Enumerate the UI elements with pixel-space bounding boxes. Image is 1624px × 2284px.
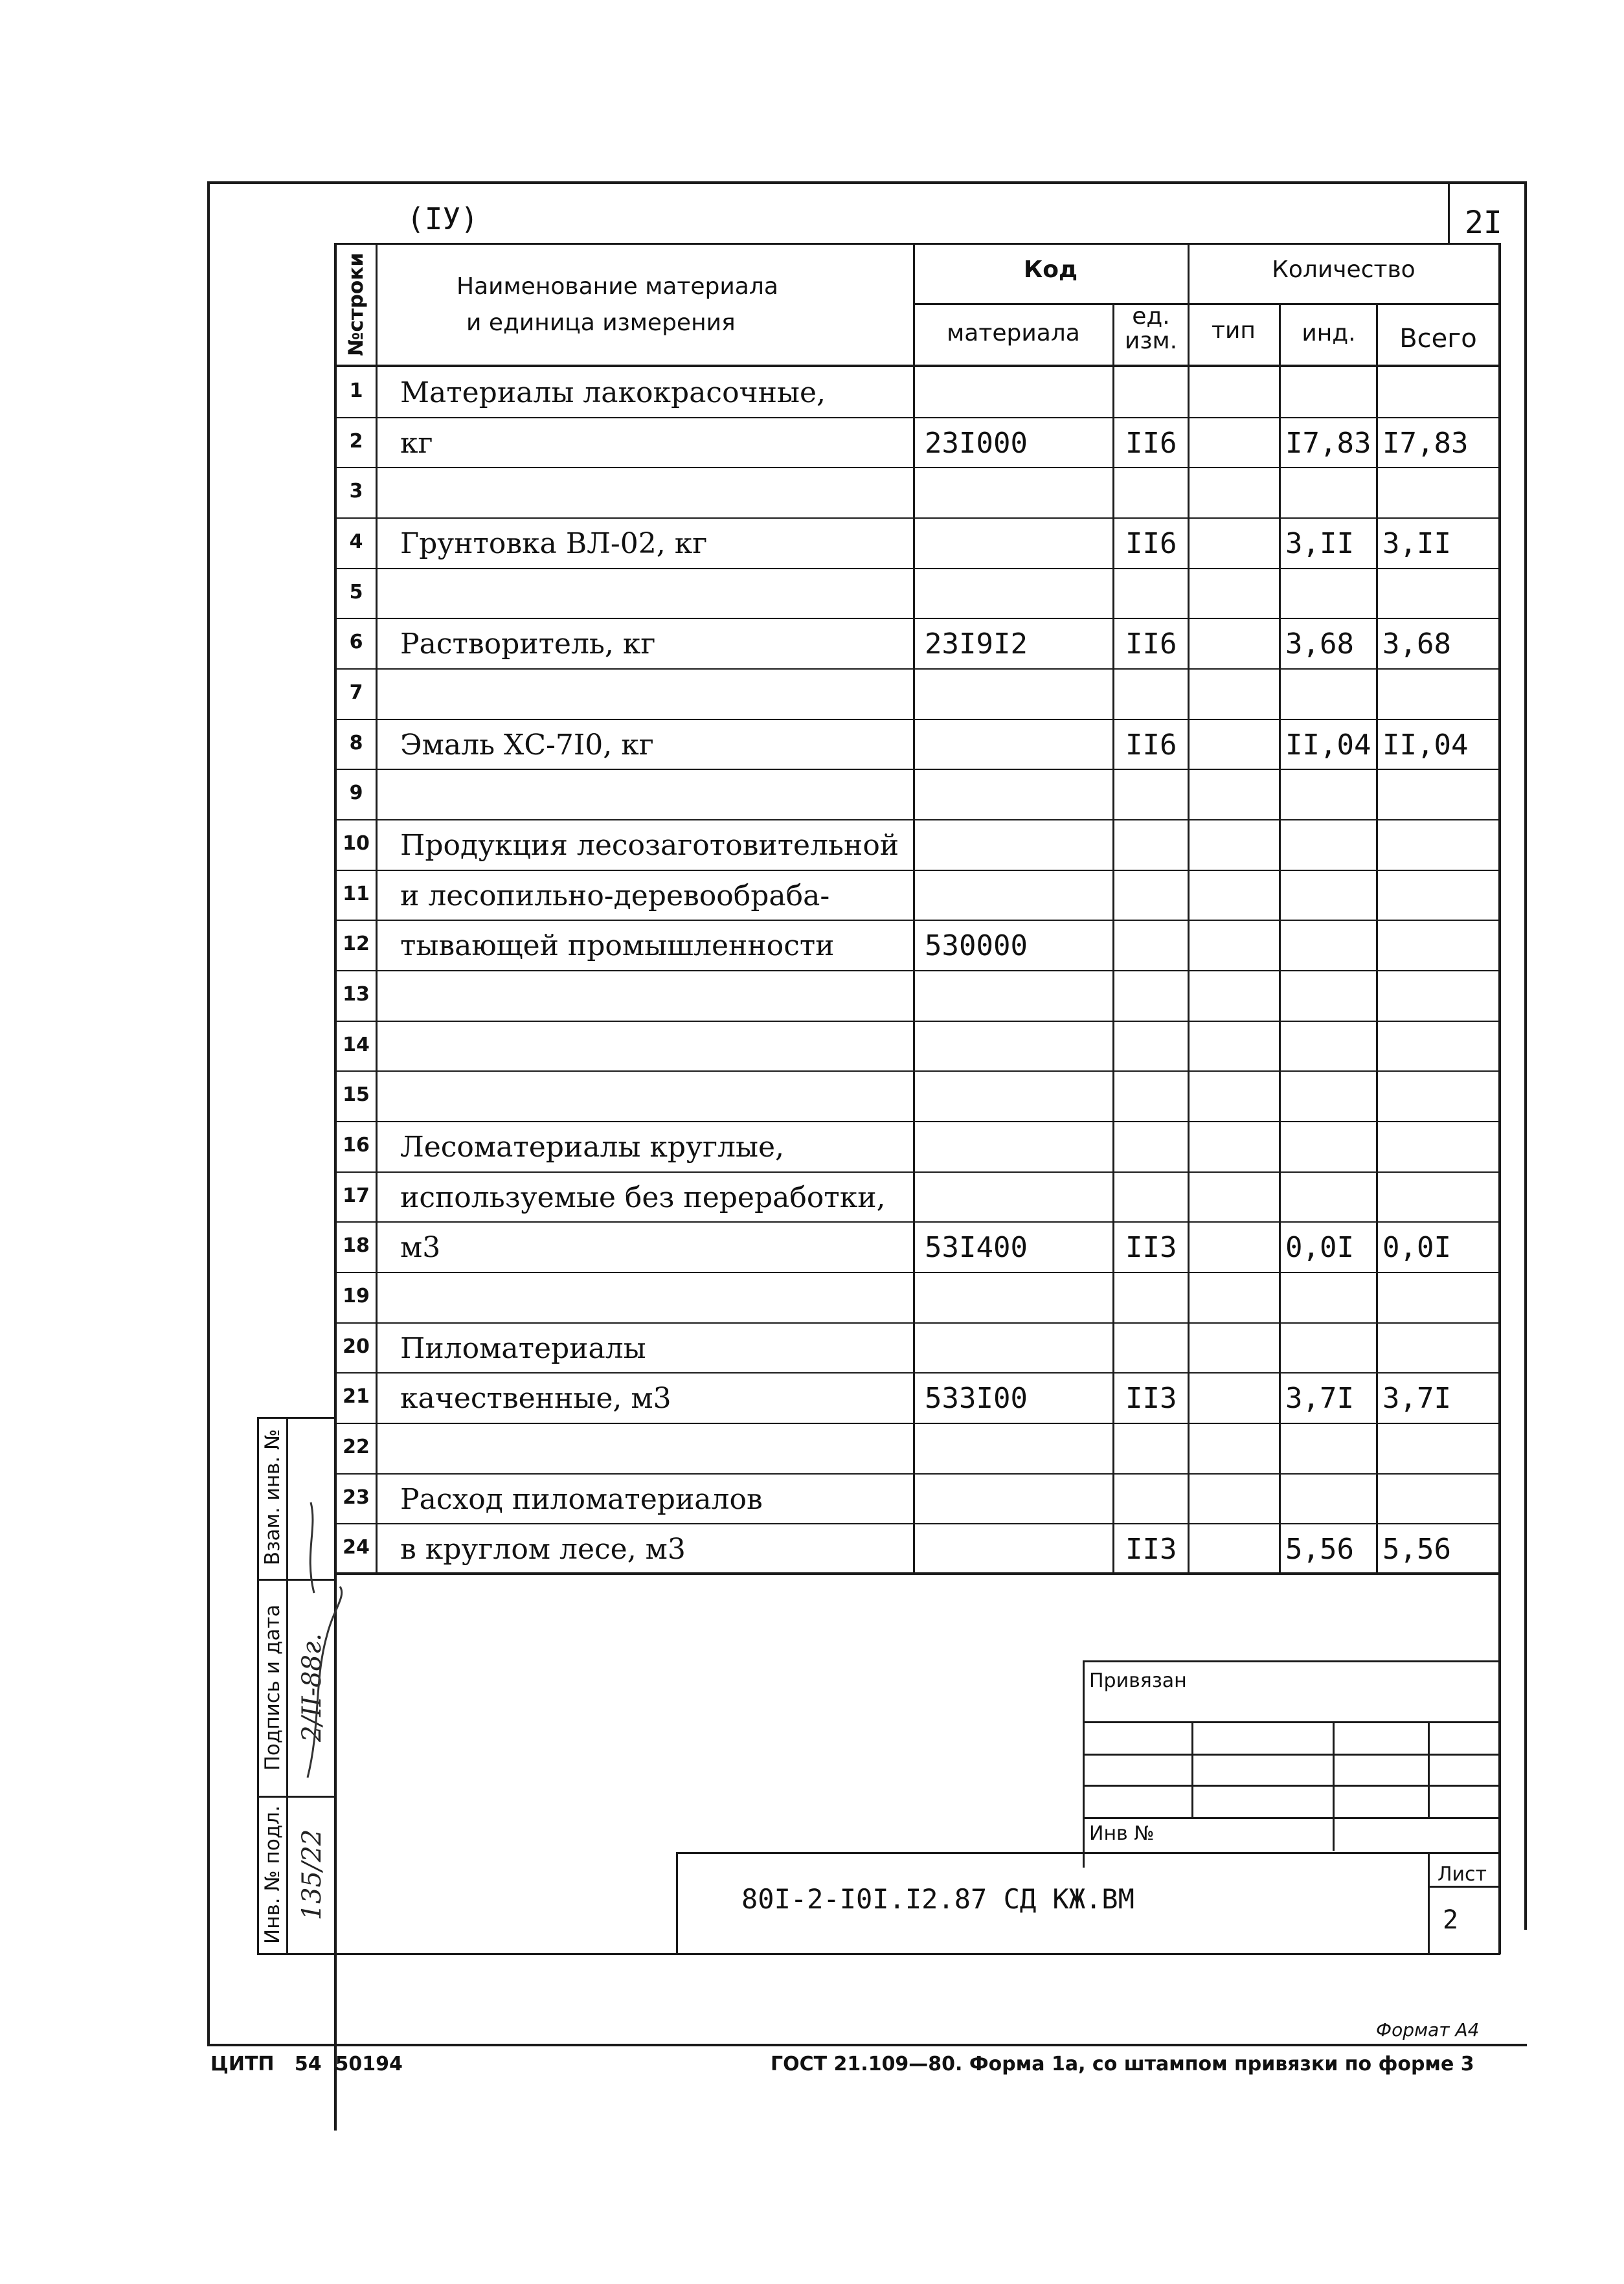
cell-code: 23I9I2 — [925, 628, 1028, 661]
cell-name: Лесоматериалы круглые, — [400, 1131, 785, 1164]
col-line-g — [1376, 303, 1378, 1574]
cell-name: Грунтовка ВЛ-02, кг — [400, 527, 708, 560]
row-number: 7 — [349, 681, 363, 704]
cell-ind: 3,7I — [1285, 1382, 1354, 1415]
date-signature-stroke — [295, 1583, 359, 1791]
footer-left: ЦИТП 54 50194 — [210, 2053, 403, 2075]
side-stamp-mid — [286, 1417, 288, 1954]
row-number: 8 — [349, 732, 363, 754]
row-number: 20 — [343, 1335, 370, 1358]
row-number: 1 — [349, 379, 363, 402]
col-line-d — [1112, 303, 1114, 1574]
row-divider — [335, 1171, 1500, 1173]
row-number: 9 — [349, 782, 363, 804]
privyazan-label: Привязан — [1089, 1669, 1187, 1692]
row-number: 14 — [343, 1034, 370, 1056]
row-number: 17 — [343, 1184, 370, 1207]
cell-name: тывающей промышленности — [400, 929, 835, 962]
row-number: 23 — [343, 1486, 370, 1509]
row-divider — [335, 719, 1500, 720]
page-number-box-left — [1448, 181, 1450, 243]
header-quantity: Количество — [1272, 256, 1415, 283]
row-number: 15 — [343, 1083, 370, 1106]
designation-right — [1428, 1852, 1430, 1954]
row-number: 5 — [349, 581, 363, 604]
privyazan-row4 — [1083, 1817, 1500, 1819]
side-stamp-bottom — [257, 1953, 336, 1955]
cell-unit: II3 — [1125, 1231, 1177, 1264]
cell-name: Эмаль ХС-7I0, кг — [400, 729, 654, 762]
header-qty-ind: инд. — [1302, 320, 1356, 346]
row-number: 11 — [343, 883, 370, 905]
row-number: 19 — [343, 1285, 370, 1307]
cell-ind: I7,83 — [1285, 427, 1371, 460]
podpis-data-label: Подпись и дата — [261, 1604, 284, 1771]
cell-code: 533I00 — [925, 1382, 1028, 1415]
cell-name: кг — [400, 427, 433, 460]
frame-left — [207, 181, 210, 2046]
row-number: 12 — [343, 933, 370, 955]
side-stamp-left — [257, 1417, 259, 1954]
privyazan-row3 — [1083, 1785, 1500, 1787]
header-qty-type: тип — [1212, 317, 1256, 344]
section-label: (IУ) — [407, 201, 479, 236]
sheet-divider — [1428, 1886, 1500, 1888]
cell-total: 0,0I — [1382, 1231, 1451, 1264]
title-block-right — [1498, 1574, 1501, 1954]
designation-left — [676, 1852, 678, 1954]
header-code-unit: ед. изм. — [1124, 303, 1178, 354]
vzam-inv-label: Взам. инв. № — [261, 1429, 284, 1566]
inv-podl-label: Инв. № подл. — [261, 1805, 284, 1944]
col-line-f — [1279, 303, 1281, 1574]
cell-name: Продукция лесозаготовительной — [400, 829, 899, 862]
cell-name: качественные, м3 — [400, 1382, 671, 1415]
row-number: 6 — [349, 631, 363, 653]
cell-ind: 3,II — [1285, 527, 1354, 560]
cell-name: и лесопильно-деревообраба- — [400, 879, 830, 912]
cell-ind: 3,68 — [1285, 628, 1354, 661]
designation-top — [677, 1852, 1500, 1854]
privyazan-left — [1083, 1660, 1085, 1868]
row-divider — [335, 920, 1500, 921]
cell-ind: 5,56 — [1285, 1533, 1354, 1566]
cell-total: II,04 — [1382, 729, 1469, 762]
cell-unit: II6 — [1125, 427, 1177, 460]
podpis-value: 2/II-88г. — [297, 1633, 327, 1742]
side-stamp-top — [257, 1417, 336, 1419]
format-label: Формат А4 — [1376, 2019, 1480, 2041]
cell-name: в круглом лесе, м3 — [400, 1533, 686, 1566]
cell-total: 3,68 — [1382, 628, 1451, 661]
row-divider — [335, 417, 1500, 418]
privyazan-row2 — [1083, 1754, 1500, 1756]
row-divider — [335, 1272, 1500, 1273]
row-number: 13 — [343, 983, 370, 1006]
cell-total: 3,II — [1382, 527, 1451, 560]
col-line-b — [376, 243, 378, 1574]
cell-total: 5,56 — [1382, 1533, 1451, 1566]
row-divider — [335, 1473, 1500, 1475]
inv-no-label: Инв № — [1089, 1822, 1155, 1845]
row-number: 16 — [343, 1134, 370, 1157]
row-divider — [335, 568, 1500, 569]
cell-name: Расход пиломатериалов — [400, 1483, 763, 1516]
privyazan-col3 — [1428, 1721, 1430, 1818]
page-number: 2I — [1465, 205, 1502, 241]
document-designation: 80I-2-I0I.I2.87 СД КЖ.ВМ — [741, 1883, 1134, 1915]
cell-unit: II6 — [1125, 527, 1177, 560]
row-divider — [335, 1523, 1500, 1524]
header-name-line1: Наименование материала — [457, 273, 778, 300]
privyazan-col1 — [1191, 1721, 1193, 1818]
cell-name: Растворитель, кг — [400, 628, 656, 661]
table-bottom-line — [335, 1572, 1500, 1575]
row-divider — [335, 819, 1500, 820]
sheet-label: Лист — [1438, 1863, 1487, 1886]
header-code: Код — [1023, 256, 1078, 283]
privyazan-top — [1083, 1660, 1500, 1662]
cell-name: используемые без переработки, — [400, 1181, 886, 1214]
row-divider — [335, 618, 1500, 619]
cell-unit: II6 — [1125, 628, 1177, 661]
cell-unit: II3 — [1125, 1533, 1177, 1566]
col-line-c — [913, 243, 915, 1574]
row-divider — [335, 769, 1500, 770]
cell-total: I7,83 — [1382, 427, 1469, 460]
title-block-bottom — [335, 1953, 1500, 1955]
header-name-line2: и единица измерения — [466, 310, 736, 336]
privyazan-row1 — [1083, 1721, 1500, 1723]
row-number: 18 — [343, 1234, 370, 1257]
cell-ind: II,04 — [1285, 729, 1371, 762]
row-divider — [335, 668, 1500, 670]
cell-name: м3 — [400, 1231, 441, 1264]
cell-code: 53I400 — [925, 1231, 1028, 1264]
bottom-frame-line — [207, 2044, 1527, 2046]
side-stamp-div2 — [257, 1796, 336, 1798]
row-divider — [335, 1372, 1500, 1374]
row-divider — [335, 1322, 1500, 1324]
row-number: 3 — [349, 480, 363, 503]
row-divider — [335, 970, 1500, 971]
row-number: 10 — [343, 832, 370, 855]
header-code-material: материала — [947, 320, 1080, 346]
footer-right: ГОСТ 21.109—80. Форма 1а, со штампом привязки по форме 3 — [771, 2053, 1474, 2075]
cell-unit: II3 — [1125, 1382, 1177, 1415]
header-bottom-line — [335, 365, 1500, 367]
row-number: 22 — [343, 1436, 370, 1458]
row-divider — [335, 870, 1500, 871]
cell-name: Пиломатериалы — [400, 1332, 646, 1365]
frame-top — [209, 181, 1527, 184]
row-number: 4 — [349, 530, 363, 553]
cell-ind: 0,0I — [1285, 1231, 1354, 1264]
row-divider — [335, 467, 1500, 468]
row-divider — [335, 1121, 1500, 1122]
table-top-line — [335, 243, 1500, 245]
frame-right — [1524, 181, 1527, 1930]
cell-unit: II6 — [1125, 729, 1177, 762]
header-qty-total: Всего — [1399, 324, 1477, 354]
row-number: 2 — [349, 430, 363, 453]
cell-code: 530000 — [925, 929, 1028, 962]
privyazan-col2 — [1333, 1721, 1335, 1851]
sheet-number: 2 — [1443, 1905, 1459, 1935]
cell-name: Материалы лакокрасочные, — [400, 376, 826, 409]
row-divider — [335, 1221, 1500, 1223]
row-divider — [335, 1021, 1500, 1022]
cell-code: 23I000 — [925, 427, 1028, 460]
row-number: 24 — [343, 1536, 370, 1559]
col-line-h — [1498, 243, 1501, 1574]
inv-podl-value: 135/22 — [297, 1829, 327, 1921]
row-divider — [335, 1423, 1500, 1424]
cell-total: 3,7I — [1382, 1382, 1451, 1415]
header-row-number: №строки — [344, 253, 368, 356]
row-divider — [335, 517, 1500, 519]
row-divider — [335, 1070, 1500, 1072]
row-number: 21 — [343, 1385, 370, 1408]
col-line-e — [1188, 243, 1190, 1574]
header-mid-line — [913, 303, 1500, 305]
